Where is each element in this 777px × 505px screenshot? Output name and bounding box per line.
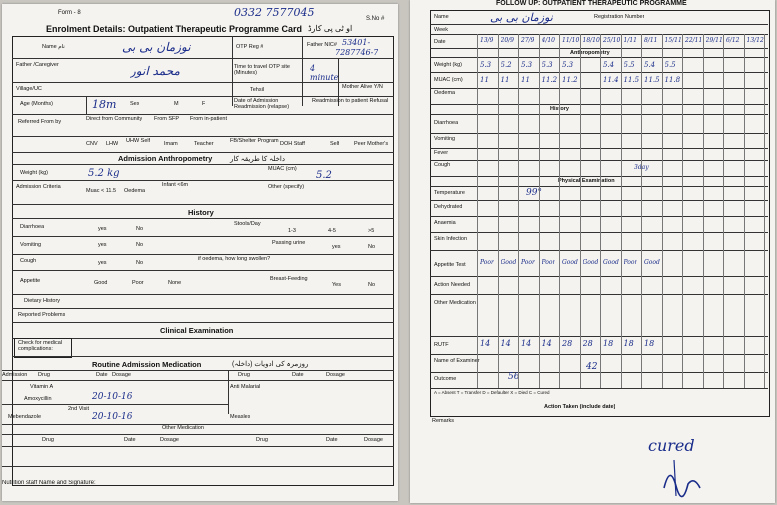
visit-appetite: Poor	[521, 259, 535, 266]
date-col-3: Date	[124, 437, 136, 443]
visit-rutf: 18	[644, 339, 655, 348]
fu-exam-label: Physical Examination	[558, 178, 615, 184]
visit-rutf: 28	[562, 339, 573, 348]
grid-column-line	[559, 34, 560, 388]
vitamin-a: Vitamin A	[30, 384, 54, 390]
staff-signature-label: Nutrition staff Name and Signature:	[2, 480, 96, 486]
fu-outcome-label: Outcome	[434, 376, 457, 382]
vomiting-no[interactable]: No	[136, 242, 144, 248]
enrolment-form-page	[2, 4, 398, 501]
breastfeeding-label: Breast-Feeding	[270, 276, 308, 282]
fu-codes: A = Absent T = Transfer D = Defaulter X = Died C = Cured	[434, 390, 550, 395]
second-visit: 2nd Visit	[68, 406, 89, 412]
visit-rutf: 18	[603, 339, 614, 348]
grid-column-line	[764, 34, 765, 388]
referred-label: Referred From by	[18, 119, 62, 125]
fu-rutf-label: RUTF	[434, 342, 449, 348]
visit-date: 20/9	[500, 37, 514, 44]
anti-malarial: Anti Malarial	[230, 384, 261, 390]
visit-date: 13/12	[746, 37, 764, 44]
visit-date: 8/11	[644, 37, 658, 44]
visit-date: 29/11	[705, 37, 723, 44]
form-title-urdu: او ٹی پی کارڈ	[308, 24, 353, 33]
ref-imam[interactable]: Imam	[164, 141, 178, 147]
visit-weight: 5.3	[562, 61, 574, 69]
routine-title: Routine Admission Medication	[92, 360, 202, 369]
grid-column-line	[498, 34, 499, 388]
date-col-1: Date	[96, 372, 108, 378]
visit-rutf: 14	[480, 339, 491, 348]
fu-total-2: 56	[508, 372, 520, 382]
grid-column-line	[662, 34, 663, 388]
routine-title-urdu: روزمرہ کی ادویات (داخلہ)	[232, 361, 309, 368]
clinical-title: Clinical Examination	[160, 326, 234, 335]
visit-appetite: Good	[582, 259, 599, 266]
breastfeeding-no[interactable]: No	[368, 282, 376, 288]
name-value: نوزمان بی بی	[122, 40, 191, 54]
visit-weight: 5.2	[500, 61, 512, 69]
diarrhoea-yes[interactable]: yes	[98, 226, 107, 232]
village-label: Village/UC	[16, 86, 42, 92]
travel-value: 4 minute	[310, 64, 339, 82]
criteria-muac[interactable]: Muac < 11.5	[86, 188, 117, 194]
grid-column-line	[600, 34, 601, 388]
history-title: History	[188, 208, 214, 217]
admission-col: Admission	[2, 372, 28, 378]
diarrhoea-no[interactable]: No	[136, 226, 144, 232]
visit-date: 22/11	[685, 37, 703, 44]
stools-label: Stools/Day	[234, 221, 261, 227]
other-medication-title: Other Medication	[162, 425, 204, 431]
otp-reg-label: OTP Reg #	[236, 44, 264, 50]
diarrhoea-label: Diarrhoea	[20, 224, 45, 230]
vomiting-yes[interactable]: yes	[98, 242, 107, 248]
amoxycillin: Amoxycillin	[24, 396, 52, 402]
visit-date: 18/10	[582, 37, 600, 44]
muac-value: 5.2	[316, 170, 332, 181]
fu-oedema-label: Oedema	[434, 90, 456, 96]
amoxycillin-date: 20-10-16	[92, 392, 133, 402]
visit-muac: 11.8	[664, 76, 681, 84]
fu-skin-label: Skin Infection	[434, 236, 468, 242]
ref-lhw[interactable]: LHW	[106, 141, 119, 147]
fu-history-label: History	[550, 106, 569, 112]
refusal-label: Readmission to patient Refusal	[312, 98, 389, 104]
criteria-oedema[interactable]: Oedema	[124, 188, 146, 194]
visit-muac: 11.5	[623, 76, 640, 84]
fu-action-label: Action Needed	[434, 282, 471, 288]
criteria-label: Admission Criteria	[16, 184, 61, 190]
visit-date: 11/10	[562, 37, 580, 44]
fu-vomiting-label: Vomiting	[434, 136, 456, 142]
from-sfp[interactable]: From SFP	[154, 116, 180, 122]
visit-date: 15/11	[664, 37, 682, 44]
tehsil-label: Tehsil	[250, 87, 265, 93]
anthropometry-title: Admission Anthropometry	[118, 154, 213, 163]
visit-rutf: 14	[500, 339, 511, 348]
muac-label: MUAC (cm)	[268, 166, 297, 172]
grid-column-line	[744, 34, 745, 388]
visit-appetite: Good	[603, 259, 619, 266]
grid-column-line	[539, 34, 540, 388]
phone-number: 0332 7577045	[234, 6, 315, 19]
drug-col-3: Drug	[42, 437, 54, 443]
grid-column-line	[703, 34, 704, 388]
father-label: Father /Caregiver	[16, 62, 59, 68]
visit-date: 4/10	[541, 37, 555, 44]
dosage-col-2: Dosage	[326, 372, 345, 378]
ref-teacher[interactable]: Teacher	[194, 141, 214, 147]
fu-temp-label: Temperature	[434, 190, 465, 196]
examiner-signature	[660, 458, 710, 498]
date-col-2: Date	[292, 372, 304, 378]
drug-col-1: Drug	[38, 372, 50, 378]
visit-rutf: 14	[541, 339, 552, 348]
fu-name-value: نوزمان بی بی	[490, 11, 553, 24]
age-value: 18m	[92, 98, 117, 111]
dosage-col-3: Dosage	[160, 437, 179, 443]
name-label: Name نام	[42, 44, 65, 50]
visit-date: 25/10	[603, 37, 621, 44]
visit-date: 27/9	[521, 37, 535, 44]
breastfeeding-yes[interactable]: Yes	[332, 282, 341, 288]
visit-rutf: 14	[521, 339, 532, 348]
visit-rutf: 28	[582, 339, 593, 348]
stools-4-5[interactable]: 4-5	[328, 228, 336, 234]
dosage-col-1: Dosage	[112, 372, 131, 378]
urine-yes[interactable]: yes	[332, 244, 341, 250]
visit-weight: 5.4	[644, 61, 656, 69]
passing-urine-label: Passing urine	[272, 240, 306, 246]
grid-column-line	[641, 34, 642, 388]
fu-muac-label: MUAC (cm)	[434, 77, 463, 83]
visit-muac: 11	[521, 76, 530, 84]
visit-muac: 11.4	[603, 76, 619, 84]
criteria-infant[interactable]: Infant <6m	[162, 182, 189, 188]
fu-total-1: 42	[586, 362, 598, 372]
ref-cnv[interactable]: CNV	[86, 141, 98, 147]
cough-no[interactable]: No	[136, 260, 144, 266]
grid-column-line	[580, 34, 581, 388]
fu-action-taken: Action Taken (include date)	[544, 404, 616, 410]
visit-muac: 11.5	[644, 76, 660, 84]
followup-title: FOLLOW UP: OUTPATIENT THERAPEUTIC PROGRAMME	[496, 0, 687, 7]
father-nic-value: 53401-	[342, 38, 371, 47]
direct-community[interactable]: Direct from Community	[86, 116, 143, 122]
fu-weight-label: Weight (kg)	[434, 62, 463, 68]
grid-column-line	[621, 34, 622, 388]
dosage-col-4: Dosage	[364, 437, 383, 443]
stools-gt5[interactable]: >5	[368, 228, 375, 234]
father-nic-value-2: 7287746-7	[335, 48, 379, 57]
appetite-none[interactable]: None	[168, 280, 182, 286]
fu-appetite-label: Appetite Test	[434, 262, 466, 268]
followup-form-page	[410, 0, 775, 503]
visit-appetite: Good	[562, 259, 578, 266]
fu-name-label: Name	[434, 14, 449, 20]
ref-uhw[interactable]: UHW Self	[126, 138, 151, 144]
fu-signature-note: cured	[648, 436, 695, 455]
visit-muac: 11.2	[562, 76, 578, 84]
criteria-other[interactable]: Other (specify)	[268, 184, 305, 190]
visit-weight: 5.3	[480, 61, 492, 69]
fu-reg-label: Registration Number	[594, 14, 645, 20]
fu-diarrhoea-label: Diarrhoea	[434, 120, 459, 126]
fu-examiner-label: Name of Examiner	[434, 358, 480, 364]
visit-appetite: Good	[500, 259, 517, 266]
appetite-label: Appetite	[20, 278, 41, 284]
drug-col-4: Drug	[256, 437, 268, 443]
fu-anaemia-label: Anaemia	[434, 220, 456, 226]
visit-weight: 5.5	[623, 61, 635, 69]
visit-weight: 5.3	[541, 61, 553, 69]
weight-label: Weight (kg)	[20, 170, 49, 176]
visit-muac: 11.2	[541, 76, 558, 84]
admission-date-label: Date of Admission Readmission (relapse)	[234, 98, 290, 110]
vomiting-label: Vomiting	[20, 242, 42, 248]
visit-muac: 11	[500, 76, 510, 84]
fu-dehydrated-label: Dehydrated	[434, 204, 463, 210]
ref-peer-mothers[interactable]: Peer Mother's	[354, 141, 389, 147]
anthropometry-title-urdu: داخلہ کا طریقہ کار	[230, 156, 285, 163]
fu-cough-mark: 3day	[634, 164, 649, 171]
fu-fever-label: Fever	[434, 150, 449, 156]
visit-date: 6/12	[726, 37, 740, 44]
visit-date: 1/11	[623, 37, 637, 44]
form-title: Enrolment Details: Outpatient Therapeutic Programme Card	[46, 24, 303, 34]
father-value: محمد انور	[130, 64, 180, 78]
reported-problems-label: Reported Problems	[18, 312, 66, 318]
cough-label: Cough	[20, 258, 37, 264]
father-nic-label: Father NIC#	[307, 42, 337, 48]
dietary-history-label: Dietary History	[24, 298, 61, 304]
visit-rutf: 18	[623, 339, 634, 348]
oedema-question: if oedema, how long swollen?	[198, 256, 271, 262]
mother-alive-label: Mother Alive Y/N	[342, 84, 383, 90]
travel-label: Time to travel OTP site (Minutes)	[234, 64, 290, 76]
measles: Measles	[230, 414, 251, 420]
weight-value: 5.2 kg	[88, 168, 120, 179]
fu-remarks: Remarks	[432, 418, 455, 424]
age-label: Age (Months)	[20, 101, 54, 107]
sex-label: Sex	[130, 101, 140, 107]
fu-anthro-label: Anthropometry	[570, 50, 610, 56]
sex-male[interactable]: M	[174, 101, 179, 107]
grid-column-line	[477, 34, 478, 388]
fu-week-label: Week	[434, 27, 448, 33]
grid-column-line	[682, 34, 683, 388]
mebendazole: Mebendazole	[8, 414, 42, 420]
drug-col-2: Drug	[238, 372, 250, 378]
date-col-4: Date	[326, 437, 338, 443]
visit-appetite: Good	[644, 259, 660, 266]
fu-temp-value: 99°	[526, 188, 542, 198]
visit-muac: 11	[480, 76, 489, 84]
fu-other-med-label: Other Medication	[434, 300, 476, 306]
visit-weight: 5.5	[664, 61, 676, 69]
serial-number-label: S.No #	[366, 16, 385, 22]
visit-weight: 5.3	[521, 61, 533, 69]
visit-appetite: Poor	[623, 259, 638, 266]
urine-no[interactable]: No	[368, 244, 376, 250]
visit-date: 13/9	[480, 37, 494, 44]
visit-weight: 5.4	[603, 61, 615, 69]
grid-column-line	[723, 34, 724, 388]
stools-1-3[interactable]: 1-3	[288, 228, 296, 234]
mebendazole-date: 20-10-16	[92, 412, 133, 422]
fu-cough-label: Cough	[434, 162, 451, 168]
medical-complications-label: Check for medical complications:	[18, 340, 63, 352]
cough-yes[interactable]: yes	[98, 260, 107, 266]
appetite-good[interactable]: Good	[94, 280, 108, 286]
grid-column-line	[518, 34, 519, 388]
form-number: Form - 8	[58, 10, 81, 16]
sex-female[interactable]: F	[202, 101, 206, 107]
from-inpatient[interactable]: From in-patient	[190, 116, 227, 122]
visit-appetite: Poor	[541, 259, 556, 266]
ref-fb-shelter[interactable]: FB/Shelter Program	[230, 138, 279, 144]
fu-date-label: Date	[434, 39, 446, 45]
visit-appetite: Poor	[480, 259, 494, 266]
ref-self[interactable]: Self	[330, 141, 340, 147]
ref-doh-staff[interactable]: DOH Staff	[280, 141, 305, 147]
appetite-poor[interactable]: Poor	[132, 280, 144, 286]
